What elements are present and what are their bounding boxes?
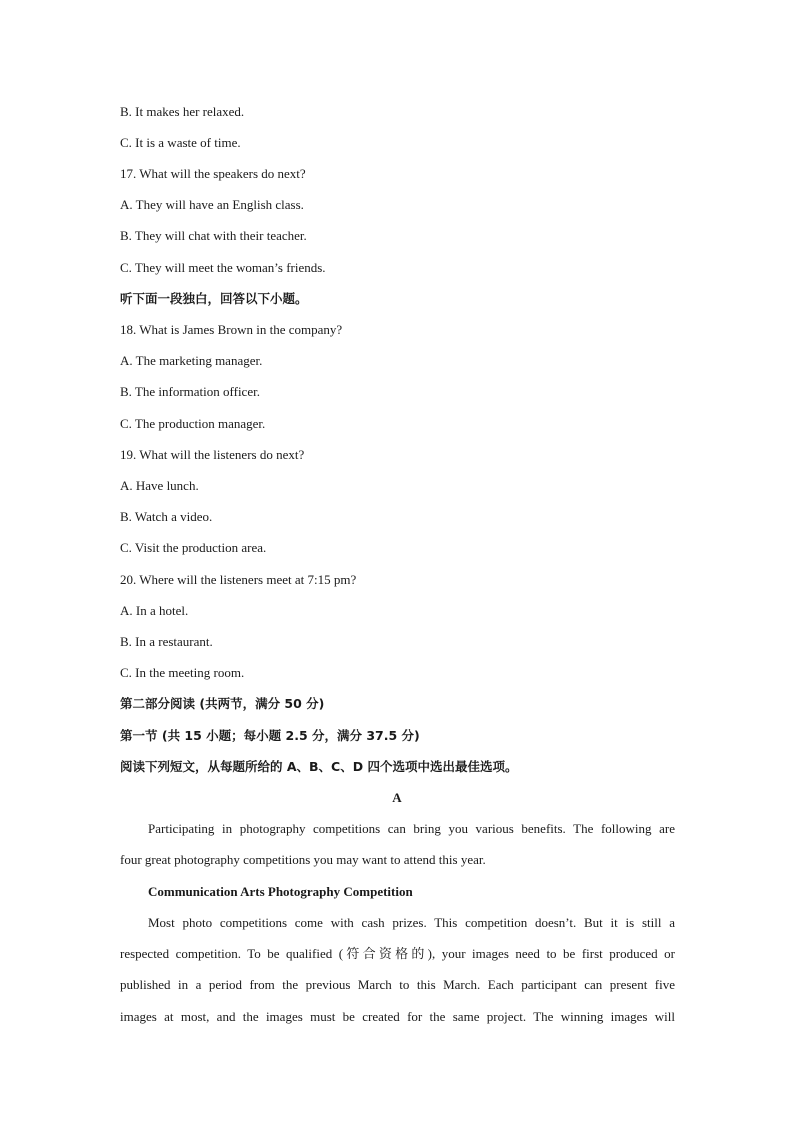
question-17: 17. What will the speakers do next?	[120, 166, 306, 181]
part-two-heading: 第二部分阅读 (共两节，满分 50 分)	[120, 696, 325, 711]
question-19: 19. What will the listeners do next?	[120, 447, 305, 462]
passage-letter: A	[392, 790, 402, 805]
body-paragraph	[120, 907, 675, 1032]
option-18b: B. The information officer.	[120, 384, 260, 399]
body-line-3: published in a period from the previous March to this March. Each participant can present five	[120, 977, 675, 993]
reading-instruction: 阅读下列短文，从每题所给的 A、B、C、D 四个选项中选出最佳选项。	[120, 759, 518, 774]
question-18: 18. What is James Brown in the company?	[120, 322, 343, 337]
option-17c: C. They will meet the woman’s friends.	[120, 260, 326, 275]
option-18a: A. The marketing manager.	[120, 353, 263, 368]
option-17a: A. They will have an English class.	[120, 197, 304, 212]
listening-instruction: 听下面一段独白，回答以下小题。	[120, 291, 308, 306]
body-line-4: images at most, and the images must be created for the same project. The winning images will	[120, 1008, 675, 1024]
option-16b: B. It makes her relaxed.	[120, 104, 245, 119]
body-line-1: Most photo competitions come with cash prizes. This competition doesn’t. But it is still a	[148, 915, 675, 930]
option-19c: C. Visit the production area.	[120, 540, 267, 555]
question-20: 20. Where will the listeners meet at 7:15 pm?	[120, 572, 357, 587]
intro-line-1: Participating in photography competitions can bring you various benefits. The following are	[148, 821, 675, 836]
option-18c: C. The production manager.	[120, 416, 266, 431]
option-17b: B. They will chat with their teacher.	[120, 228, 307, 243]
option-19a: A. Have lunch.	[120, 478, 199, 493]
intro-paragraph	[120, 813, 675, 875]
body-line-2: respected competition. To be qualified (符合资格的), your images need to be first produced or	[120, 946, 675, 962]
option-20c: C. In the meeting room.	[120, 665, 245, 680]
subheading: Communication Arts Photography Competition	[148, 884, 413, 899]
option-20a: A. In a hotel.	[120, 603, 189, 618]
option-19b: B. Watch a video.	[120, 509, 213, 524]
option-20b: B. In a restaurant.	[120, 634, 213, 649]
section-one-heading: 第一节 (共 15 小题；每小题 2.5 分，满分 37.5 分)	[120, 728, 420, 743]
option-16c: C. It is a waste of time.	[120, 135, 241, 150]
intro-line-2: four great photography competitions you may want to attend this year.	[120, 852, 486, 868]
